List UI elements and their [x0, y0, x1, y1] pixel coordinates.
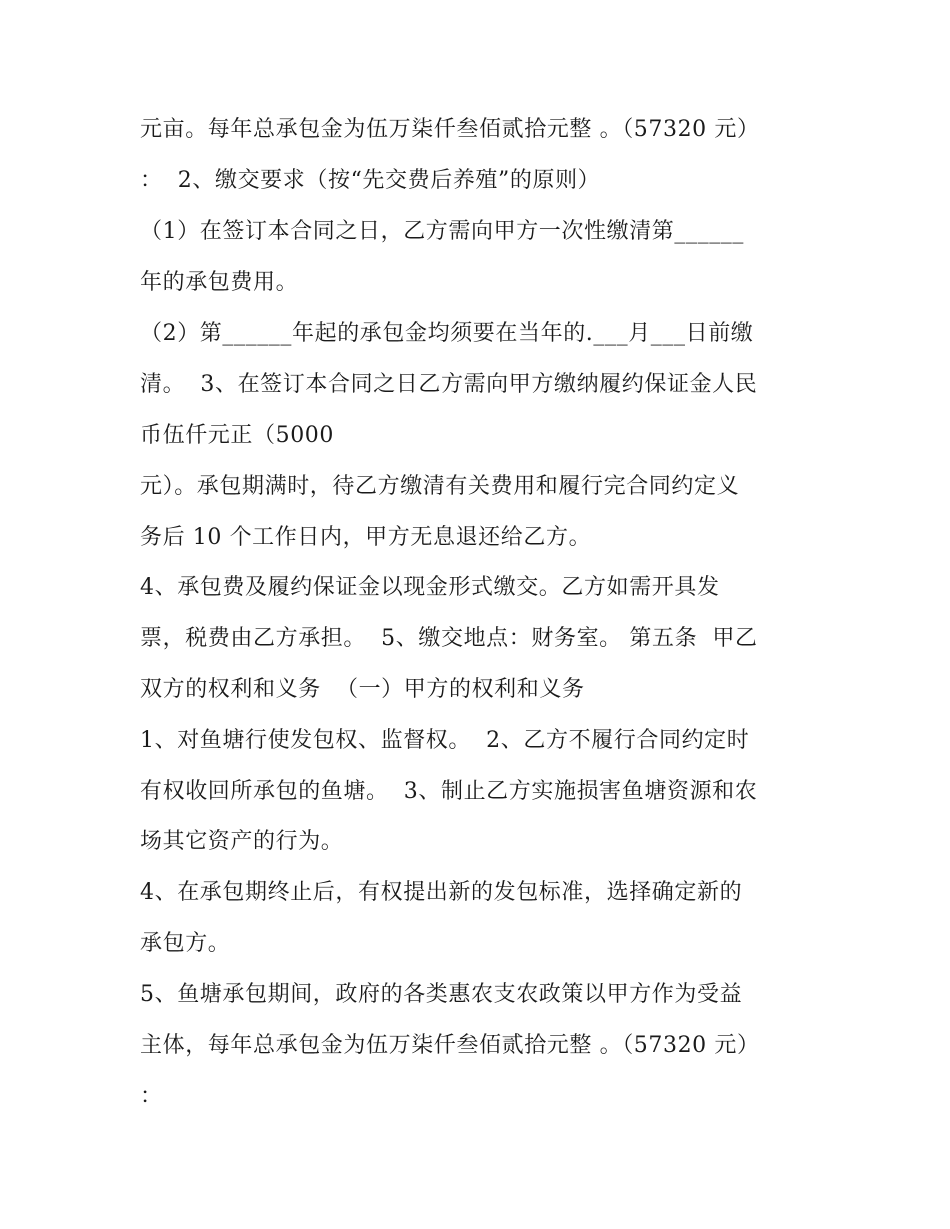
text-line: 5、鱼塘承包期间，政府的各类惠农支农政策以甲方作为受益 — [140, 982, 743, 1007]
text-line: （1）在签订本合同之日，乙方需向甲方一次性缴清第______ — [140, 219, 744, 244]
text-line: 元）。承包期满时，待乙方缴清有关费用和履行完合同约定义 — [140, 474, 740, 499]
text-line: 场其它资产的行为。 — [140, 829, 344, 854]
text-line: （2）第______年起的承包金均须要在当年的.___月___日前缴 — [140, 321, 754, 346]
text-line: 4、承包费及履约保证金以现金形式缴交。乙方如需开具发 — [140, 575, 720, 600]
text-line: 务后 10 个工作日内，甲方无息退还给乙方。 — [140, 525, 592, 550]
text-line: 年的承包费用。 — [140, 270, 299, 295]
text-line: 票，税费由乙方承担。 5、缴交地点：财务室。 第五条 甲乙 — [140, 626, 758, 651]
text-line: 1、对鱼塘行使发包权、监督权。 2、乙方不履行合同约定时 — [140, 728, 750, 753]
text-line: 元亩。每年总承包金为伍万柒仟叁佰贰拾元整 。（57320 元） — [140, 117, 760, 142]
text-line: 承包方。 — [140, 931, 231, 956]
text-line: 4、在承包期终止后，有权提出新的发包标准，选择确定新的 — [140, 880, 743, 905]
text-line: ： 2、缴交要求（按“先交费后养殖”的原则） — [140, 168, 601, 193]
text-line: 清。 3、在签订本合同之日乙方需向甲方缴纳履约保证金人民 — [140, 372, 758, 397]
text-line: 币伍仟元正（5000 — [140, 423, 334, 448]
text-line: 主体，每年总承包金为伍万柒仟叁佰贰拾元整 。（57320 元） — [140, 1033, 760, 1058]
text-line: ： — [140, 1084, 163, 1109]
text-line: 有权收回所承包的鱼塘。 3、制止乙方实施损害鱼塘资源和农 — [140, 779, 758, 804]
text-line: 双方的权利和义务 （一）甲方的权利和义务 — [140, 677, 585, 702]
